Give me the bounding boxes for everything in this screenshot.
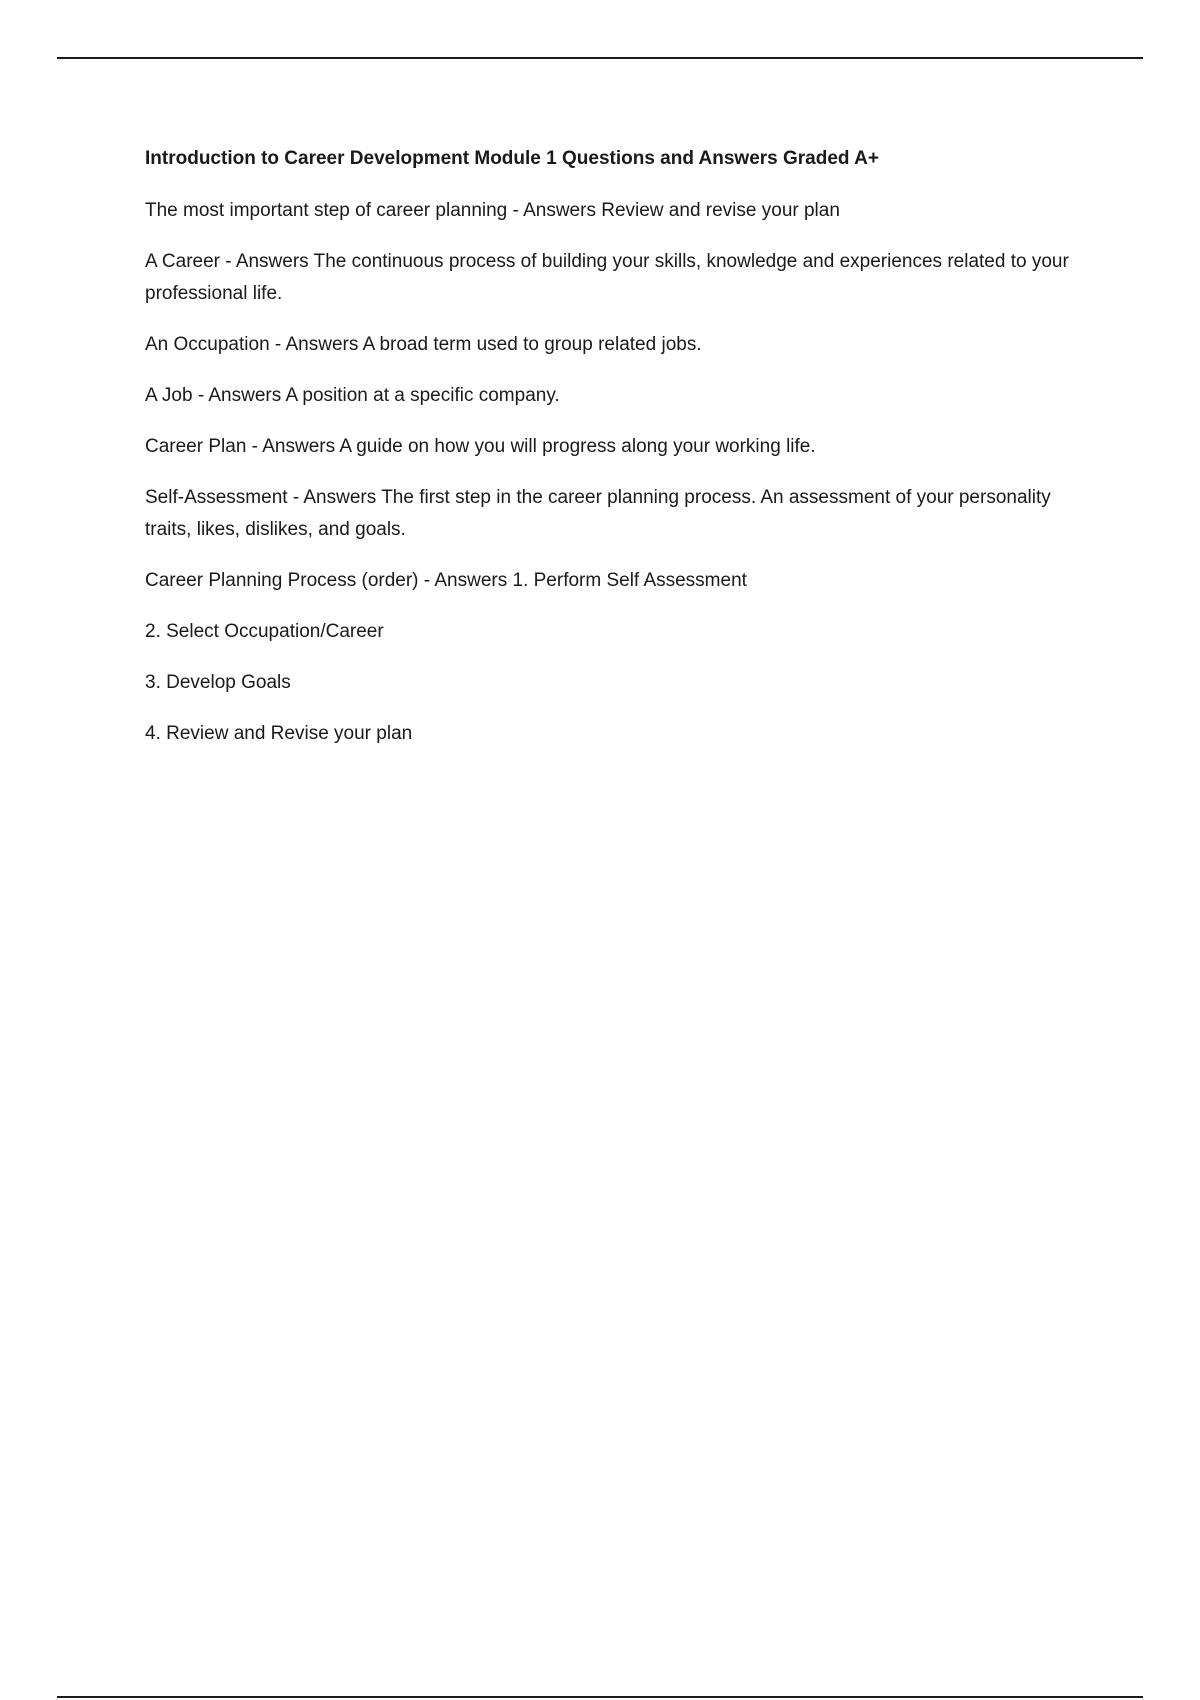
qa-separator: - Answers: [507, 200, 602, 221]
qa-answer: A position at a specific company.: [285, 385, 560, 406]
list-step: 2. Select Occupation/Career: [145, 621, 384, 642]
qa-answer: A broad term used to group related jobs.: [362, 334, 702, 355]
qa-entry: [145, 329, 1095, 361]
qa-answer: A guide on how you will progress along your working life.: [339, 436, 816, 457]
qa-separator: - Answers: [418, 570, 513, 591]
qa-answer: 1. Perform Self Assessment: [512, 570, 747, 591]
qa-term: Career Plan: [145, 436, 247, 457]
qa-separator: - Answers: [287, 487, 382, 508]
qa-separator: - Answers: [219, 251, 314, 272]
qa-term: Self-Assessment: [145, 487, 288, 508]
qa-entry: [145, 380, 1095, 412]
document-title: Introduction to Career Development Module 1 Questions and Answers Graded A+: [145, 148, 879, 169]
qa-answer: Review and revise your plan: [601, 200, 840, 221]
qa-separator: - Answers: [246, 436, 340, 457]
qa-entry: [145, 565, 1095, 597]
qa-entry: [145, 246, 1095, 310]
list-step: 4. Review and Revise your plan: [145, 723, 413, 744]
qa-entry: [145, 482, 1095, 546]
qa-answer: The continuous process of building your skills, knowledge and experiences related to your professional life.: [145, 251, 1069, 304]
qa-term: An Occupation: [145, 334, 270, 355]
list-step: 3. Develop Goals: [145, 672, 291, 693]
qa-separator: - Answers: [192, 385, 286, 406]
qa-entry: [145, 431, 1095, 463]
qa-term: A Career: [145, 251, 220, 272]
footer-rule: [57, 1696, 1143, 1698]
qa-separator: - Answers: [269, 334, 363, 355]
qa-term: Career Planning Process (order): [145, 570, 419, 591]
qa-entry: [145, 195, 1095, 227]
qa-term: The most important step of career planning: [145, 200, 508, 221]
qa-term: A Job: [145, 385, 193, 406]
document-body: [145, 145, 1095, 769]
header-rule: [57, 57, 1143, 59]
qa-answer: The first step in the career planning process. An assessment of your personality traits, likes, dislikes, and goals.: [145, 487, 1051, 540]
